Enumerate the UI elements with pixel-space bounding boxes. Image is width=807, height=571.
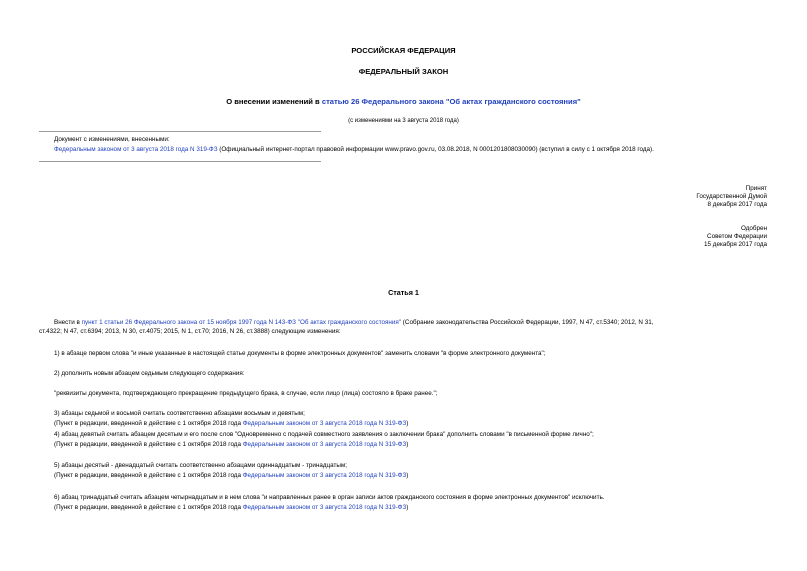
divider-bottom [39,161,321,162]
changes-label: Документ с изменениями, внесенными: [54,136,170,143]
note-pre: (Пункт в редакции, введенной в действие с 1 октября 2018 года [54,472,243,479]
law-type-heading: ФЕДЕРАЛЬНЫЙ ЗАКОН [358,67,449,76]
accepted-date: 8 декабря 2017 года [707,200,767,208]
article-intro-line2: ст.4322; N 47, ст.6394; 2013, N 30, ст.4075; 2015, N 1, ст.70; 2016, N 26, ст.3888) следующие изменения: [39,328,341,335]
note-link[interactable]: Федеральным законом от 3 августа 2018 года N 319-ФЗ [242,441,407,448]
changes-law-link[interactable]: Федеральным законом от 3 августа 2018 года N 319-ФЗ [54,146,218,153]
note-post: ) [406,472,409,479]
item-3-note [54,420,408,428]
intro-link[interactable]: пункт 1 статьи 26 Федерального закона от 15 ноября 1997 года N 143-ФЗ "Об актах гражданского состояния" [81,319,402,326]
document-title [0,97,807,106]
changes-entry [54,146,654,154]
approved-block [704,225,767,249]
item-6-note [54,504,408,512]
item-4-note [54,441,408,449]
item-6: 6) абзац тринадцатый считать абзацем четырнадцатым и в нем слова "и направленных ранее в орган записи актов гражданского состояния в форме электронных документов" исключить. [54,494,605,501]
note-pre: (Пункт в редакции, введенной в действие с 1 октября 2018 года [54,441,243,448]
title-prefix: О внесении изменений в [226,97,322,106]
note-pre: (Пункт в редакции, введенной в действие с 1 октября 2018 года [54,420,243,427]
item-5: 5) абзацы десятый - двенадцатый считать соответственно абзацами одиннадцатым - тринадцатым; [54,462,348,469]
article-heading: Статья 1 [388,288,419,297]
intro-post: (Собрание законодательства Российской Федерации, 1997, N 47, ст.5340; 2012, N 31, [401,319,654,326]
divider-top [39,131,321,132]
intro-pre: Внести в [54,319,82,326]
item-1: 1) в абзаце первом слова "и иные указанные в настоящей статье документы в форме электронных документов" заменить словами "в форме электронного документа"; [54,350,546,357]
item-3: 3) абзацы седьмой и восьмой считать соответственно абзацами восьмым и девятым; [54,410,305,417]
approved-body: Советом Федерации [707,232,767,240]
approved-date: 15 декабря 2017 года [704,240,767,248]
item-4: 4) абзац девятый считать абзацем десятым и его после слов "Одновременно с подачей совместного заявления о заключении брака" дополнить словами "в письменной форме лично"; [54,431,594,438]
item-2: 2) дополнить новым абзацем седьмым следующего содержания: [54,370,245,377]
approved-line: Одобрен [740,225,767,232]
accepted-block [696,185,767,209]
note-pre: (Пункт в редакции, введенной в действие с 1 октября 2018 года [54,504,243,511]
note-post: ) [406,441,409,448]
note-link[interactable]: Федеральным законом от 3 августа 2018 года N 319-ФЗ [242,472,407,479]
note-link[interactable]: Федеральным законом от 3 августа 2018 года N 319-ФЗ [242,420,407,427]
item-5-note [54,472,408,480]
article-intro [54,319,653,327]
changes-entry-rest: (Официальный интернет-портал правовой информации www.pravo.gov.ru, 03.08.2018, N 0001201808030090) (вступил в силу с 1 октября 2018 года). [217,146,654,153]
revision-note: (с изменениями на 3 августа 2018 года) [348,118,459,124]
note-post: ) [406,504,409,511]
note-post: ) [406,420,409,427]
accepted-line: Принят [745,185,767,192]
item-2-quote: "реквизиты документа, подтверждающего прекращение предыдущего брака, в случае, если лицо (лица) состояло в браке ранее."; [54,390,438,397]
title-link[interactable]: статью 26 Федерального закона "Об актах гражданского состояния" [321,97,581,106]
country-heading: РОССИЙСКАЯ ФЕДЕРАЦИЯ [351,46,456,55]
accepted-body: Государственной Думой [696,192,767,200]
note-link[interactable]: Федеральным законом от 3 августа 2018 года N 319-ФЗ [242,504,407,511]
